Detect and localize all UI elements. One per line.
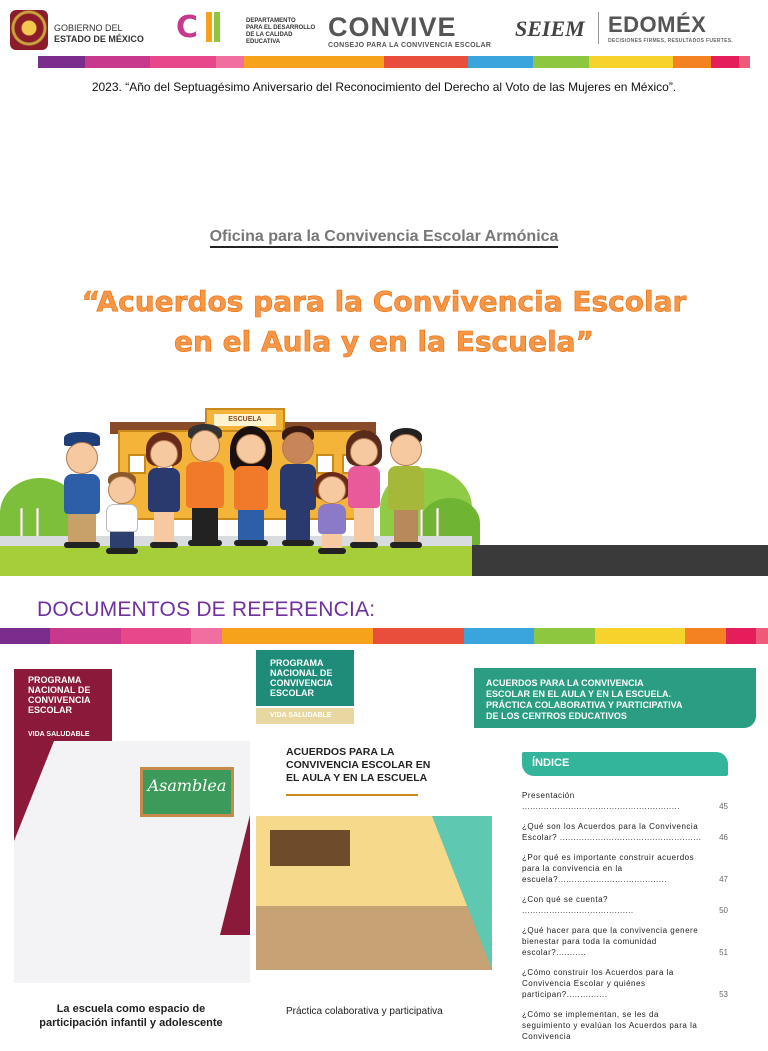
doc2-heading-line3: EL AULA Y EN LA ESCUELA [286, 772, 428, 784]
doc3-index-header [522, 752, 728, 776]
teacher-man-character [182, 424, 228, 552]
table-of-contents [522, 790, 728, 1051]
convive-logo [328, 14, 498, 48]
doc1-line4: ESCOLAR [28, 705, 73, 715]
color-strip-top [38, 56, 750, 68]
toc-item-text: Presentación .......................................................... [522, 791, 680, 811]
edomex-slogan: DECISIONES FIRMES, RESULTADOS FUERTES. [608, 38, 734, 44]
strip-segment [589, 56, 673, 68]
fence-post [20, 508, 23, 538]
gob-logo-line2: ESTADO DE MÉXICO [54, 34, 144, 44]
toc-item-text: ¿Cómo se implementan, se les da seguimiento y evalúan los Acuerdos para la Convivencia [522, 1010, 698, 1041]
toc-item [522, 925, 728, 958]
toc-item-text: ¿Qué son los Acuerdos para la Convivencia Escolar? .................................................... [522, 822, 702, 842]
doc1-chalkboard [140, 767, 234, 817]
doc1-line2: NACIONAL DE [28, 685, 91, 695]
gob-logo-text [54, 23, 144, 45]
doc2-line3: CONVIVENCIA [270, 678, 333, 688]
toc-item-text: ¿Por qué es importante construir acuerdos para la convivencia en la escuela?........................................ [522, 853, 695, 884]
index-title: ÍNDICE [532, 757, 570, 769]
toc-item [522, 790, 728, 812]
doc2-line1: PROGRAMA [270, 658, 324, 668]
strip-segment [191, 628, 221, 644]
strip-segment [384, 56, 468, 68]
dcd-line1: DEPARTAMENTO [246, 18, 296, 24]
strip-segment [739, 56, 750, 68]
fence-post [436, 508, 439, 538]
edomex-logo [608, 12, 748, 44]
dcd-logo-text [246, 18, 326, 46]
strip-segment [756, 628, 768, 644]
doc1-program-title [28, 675, 91, 715]
main-title-line1: “Acuerdos para la Convivencia Escolar [81, 285, 687, 318]
doc3-banner-line4: DE LOS CENTROS EDUCATIVOS [486, 711, 627, 721]
main-title-line2: en el Aula y en la Escuela” [174, 325, 594, 358]
toc-item-page: 51 [719, 948, 728, 957]
dcd-logo [176, 8, 316, 50]
reference-doc-1 [12, 655, 250, 1029]
strip-segment [533, 56, 589, 68]
man-vest-character [384, 428, 428, 552]
strip-segment [685, 628, 725, 644]
office-title [0, 228, 768, 246]
school-community-illustration [0, 408, 472, 576]
toc-item [522, 852, 728, 885]
doc2-heading-line1: ACUERDOS PARA LA [286, 746, 395, 758]
dcd-line2: PARA EL DESARROLLO [246, 25, 316, 31]
convive-subtitle: CONSEJO PARA LA CONVIVENCIA ESCOLAR [328, 42, 492, 49]
boy-character [100, 472, 144, 556]
toc-item-text: ¿Cómo construir los Acuerdos para la Convivencia Escolar y quiénes participan?............... [522, 968, 674, 999]
doc2-heading [286, 746, 430, 785]
dcd-mark-icon: C [176, 8, 238, 48]
strip-segment [85, 56, 150, 68]
police-character [56, 432, 106, 552]
strip-segment [673, 56, 710, 68]
doc2-program-title [270, 658, 333, 698]
toc-item [522, 894, 728, 916]
student-girl-character [144, 432, 184, 552]
doc2-heading-rule [286, 794, 418, 796]
toc-item-page: 47 [719, 875, 728, 884]
doc1-caption [12, 1002, 250, 1030]
doc2-line4: ESCOLAR [270, 688, 315, 698]
strip-segment [244, 56, 384, 68]
doc3-banner-line2: ESCOLAR EN EL AULA Y EN LA ESCUELA. [486, 689, 672, 699]
toc-item [522, 1009, 728, 1042]
strip-segment [711, 56, 739, 68]
main-title [0, 282, 768, 362]
gob-logo-line1: GOBIERNO DEL [54, 23, 123, 33]
strip-segment [121, 628, 192, 644]
toc-item-text: ¿Con qué se cuenta? ......................................... [522, 895, 634, 915]
strip-segment [50, 628, 121, 644]
strip-segment [38, 56, 85, 68]
toc-item [522, 967, 728, 1000]
toc-item-page: 46 [719, 833, 728, 842]
edomex-word: EDOMÉX [608, 12, 707, 37]
strip-segment [216, 56, 244, 68]
toc-item [522, 821, 728, 843]
school-sign: ESCUELA [214, 414, 276, 426]
color-strip-middle [0, 628, 768, 644]
office-title-text: Oficina para la Convivencia Escolar Armónica [210, 228, 559, 248]
fence-post [36, 508, 39, 538]
toc-item-page: 50 [719, 906, 728, 915]
doc2-line2: NACIONAL DE [270, 668, 333, 678]
dcd-line3: DE LA CALIDAD [246, 32, 293, 38]
teacher-woman-character [228, 426, 274, 552]
doc3-banner-text [486, 678, 746, 722]
dcd-line4: EDUCATIVA [246, 39, 281, 45]
doc1-caption-line1: La escuela como espacio de [56, 1003, 206, 1015]
reference-doc-3 [486, 660, 768, 1041]
strip-segment [464, 628, 535, 644]
strip-segment [595, 628, 686, 644]
seiem-logo: SEIEM [515, 16, 585, 41]
doc2-heading-line2: CONVIVENCIA ESCOLAR EN [286, 759, 431, 771]
toc-item-text: ¿Qué hacer para que la convivencia genere bienestar para toda la comunidad escolar?........... [522, 926, 699, 957]
strip-segment [534, 628, 594, 644]
gobierno-estado-mexico-logo [10, 10, 150, 52]
chalkboard-text: Asamblea [147, 776, 227, 795]
dark-accent-bar [472, 545, 768, 576]
doc1-caption-line2: participación infantil y adolescente [39, 1017, 223, 1029]
convive-word: CONVIVE [328, 12, 457, 42]
state-seal-icon [10, 10, 48, 50]
strip-segment [726, 628, 756, 644]
doc3-banner-line3: PRÁCTICA COLABORATIVA Y PARTICIPATIVA [486, 700, 683, 710]
toc-item-page: 45 [719, 802, 728, 811]
logo-divider [598, 12, 599, 44]
classroom-board [270, 830, 350, 866]
strip-segment [150, 56, 215, 68]
toc-item-page: 53 [719, 990, 728, 999]
doc1-line1: PROGRAMA [28, 675, 82, 685]
doc2-accent-triangle [432, 816, 492, 970]
doc1-subtitle: VIDA SALUDABLE [28, 731, 90, 738]
woman-pink-character [344, 430, 384, 552]
doc2-subtitle: VIDA SALUDABLE [256, 708, 354, 724]
strip-segment [468, 56, 533, 68]
doc1-accent-triangle [14, 741, 54, 841]
doc1-accent-triangle-right [220, 815, 250, 935]
references-title: DOCUMENTOS DE REFERENCIA: [37, 598, 376, 621]
reference-doc-2 [254, 650, 494, 1024]
doc2-caption: Práctica colaborativa y participativa [286, 1006, 443, 1017]
doc2-classroom-illustration [256, 816, 492, 970]
year-motto: 2023. “Año del Septuagésimo Aniversario del Reconocimiento del Derecho al Voto de las Mujeres en México”. [91, 80, 677, 94]
strip-segment [222, 628, 373, 644]
strip-segment [373, 628, 464, 644]
doc3-banner-line1: ACUERDOS PARA LA CONVIVENCIA [486, 678, 644, 688]
strip-segment [0, 628, 50, 644]
doc1-line3: CONVIVENCIA [28, 695, 91, 705]
